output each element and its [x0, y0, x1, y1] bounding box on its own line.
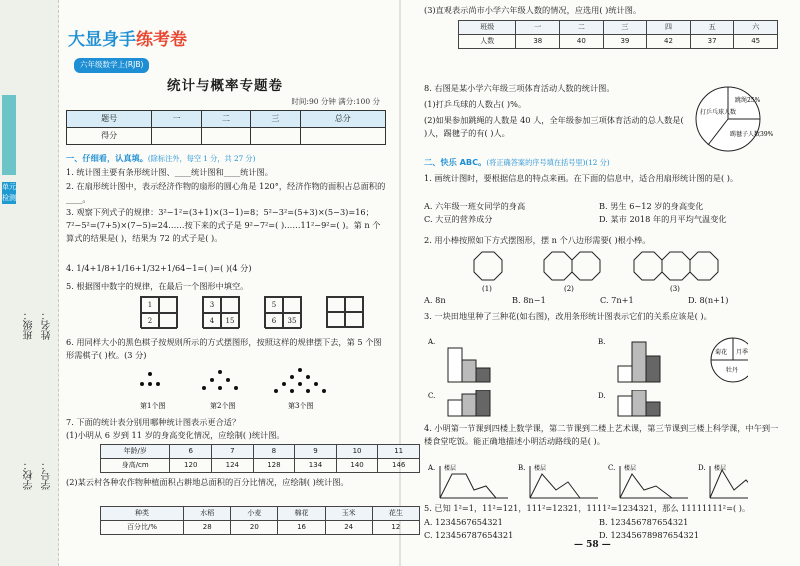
q8-pie-chart [680, 84, 800, 154]
choice-2: 2. 用小棒按照如下方式摆图形，摆 n 个八边形需要( )根小棒。 [424, 235, 651, 245]
svg-text:B.: B. [518, 464, 526, 472]
choice-3-bar-options [428, 336, 748, 390]
q5-answer-grid[interactable] [326, 296, 364, 328]
option[interactable]: B. 男生 6~12 岁的身高变化 [599, 201, 704, 211]
time-info: 时间:90 分钟 满分:100 分 [291, 97, 380, 106]
choice-5: 5. 已知 1²=1，11²=121，111²=12321，1111²=1234321，那么 11111111²=( )。 [424, 503, 751, 513]
choice-3: 3. 一块田地里种了三种花(如右图)，改用条形统计图表示它们的关系应该是( )。 [424, 311, 712, 321]
svg-text:楼层: 楼层 [714, 465, 727, 472]
option[interactable]: D. 12345678987654321 [599, 529, 700, 540]
q6-figures [120, 366, 440, 412]
score-cell[interactable] [152, 128, 201, 145]
q7a-table: 年龄/岁 6 7 8 9 10 11 身高/cm 120 124 128 134 140 146 [100, 444, 420, 473]
svg-text:C.: C. [428, 392, 436, 400]
question-7c: (3)直观表示尚市小学六年级人数的情况，应选用( )统计图。 [424, 5, 642, 15]
pie-label: 踢毽子人数39% [730, 131, 774, 138]
section2-heading: 二、快乐 ABC。(将正确答案的序号填在括号里)(12 分) [424, 157, 610, 167]
option[interactable]: D. 8(n+1) [688, 295, 729, 305]
score-header: 一 [152, 111, 201, 128]
svg-text:D.: D. [598, 392, 606, 400]
svg-text:楼层: 楼层 [534, 465, 547, 472]
page-number: — 58 — [574, 540, 611, 550]
question-3: 3. 观察下列式子的规律：3²−1²=(3+1)×(3−1)=8；5²−3²=(5+3)×(5−3)=16；7²−5²=(7+5)×(7−5)=24……按下来的式子是 9²−7²=( )……11²−9²=( )。第 n 个算式的结果是( )，结果为 72 的式子是( )。 [66, 207, 381, 243]
score-cell[interactable] [300, 128, 385, 145]
option[interactable]: B. 8n−1 [512, 295, 546, 305]
score-header: 题号 [67, 111, 152, 128]
choice-4-graphs [428, 462, 748, 502]
octagon-figures [468, 248, 788, 292]
pie-label: 打乒乓球人数 [700, 109, 737, 116]
figure-label: 第2个图 [210, 402, 236, 410]
option[interactable]: C. 大豆的营养成分 [424, 213, 493, 224]
option[interactable]: C. 7n+1 [600, 295, 634, 305]
q5-grids [140, 296, 460, 328]
svg-text:A.: A. [428, 464, 436, 472]
question-2: 2. 在扇形统计图中，表示经济作物的扇形的圆心角是 120°，经济作物的面积占总面积的____。 [66, 181, 386, 204]
page-fold [399, 0, 401, 566]
option-label: B. [598, 338, 606, 346]
question-8a: (1)打乒乓球的人数占( )%。 [424, 99, 527, 109]
question-4: 4. 1/4+1/8+1/16+1/32+1/64−1=( )=( )(4 分) [66, 263, 252, 273]
question-8b: (2)如果参加跳绳的人数是 40 人，全年级参加三项体育活动的总人数是( )人，踢毽子的有( )人。 [424, 115, 684, 138]
school-label: 学校： [24, 460, 35, 490]
q5-grid: 1 2 [140, 296, 178, 328]
svg-text:楼层: 楼层 [624, 465, 637, 472]
q7c-table: 班级 一 二 三 四 五 六 人数 38 40 39 42 37 45 [458, 20, 778, 49]
brand-logo: 大显身手练考卷 [68, 30, 187, 50]
score-header: 二 [201, 111, 250, 128]
right-page [418, 4, 790, 560]
question-7b: (2)某云村各种农作物种植面积占耕地总面积的百分比情况，应绘制( )统计图。 [66, 477, 349, 487]
svg-text:D.: D. [698, 464, 706, 472]
figure-label: (1) [482, 285, 492, 292]
score-header: 三 [251, 111, 300, 128]
question-7a: (1)小明从 6 岁到 11 岁的身高变化情况，应绘制( )统计图。 [66, 430, 285, 440]
question-7: 7. 下面的统计表分别用哪种统计图表示更合适？ [66, 417, 241, 427]
option[interactable]: B. 123456787654321 [599, 517, 689, 527]
svg-text:楼层: 楼层 [444, 465, 457, 472]
side-ribbon-label: 单元检测 [2, 183, 16, 202]
score-cell[interactable] [201, 128, 250, 145]
question-6: 6. 用同样大小的黑色棋子按规则所示的方式摆图形，按照这样的规律摆下去，第 5 个图形需棋子( )枚。(3 分) [66, 337, 382, 360]
pie-label: 跳绳25% [735, 97, 761, 104]
q5-grid: 3 4 15 [202, 296, 240, 328]
brand-subtitle: 六年级数学上(RJB) [74, 58, 149, 73]
figure-label: (2) [564, 285, 574, 292]
score-cell[interactable] [251, 128, 300, 145]
side-ribbon [2, 95, 16, 175]
option[interactable]: C. 123456787654321 [424, 529, 514, 540]
figure-label: (3) [670, 285, 680, 292]
student-id-label: 学号： [42, 460, 53, 490]
option[interactable]: A. 1234567654321 [424, 517, 503, 527]
option[interactable]: A. 六年级一班女同学的身高 [424, 201, 526, 211]
question-8: 8. 右图是某小学六年级三项体育活动人数的统计图。 [424, 83, 615, 93]
score-header: 总分 [300, 111, 385, 128]
option[interactable]: A. 8n [424, 295, 446, 305]
option-label: A. [428, 338, 436, 346]
svg-text:牡丹: 牡丹 [726, 367, 739, 374]
svg-text:月季: 月季 [736, 349, 748, 356]
page-title: 统计与概率专题卷 [167, 78, 283, 94]
choice-1: 1. 画统计图时，要根据信息的特点来画。在下面的信息中，适合用扇形统计图的是( )。 [424, 173, 739, 183]
option[interactable]: D. 某市 2018 年的月平均气温变化 [599, 213, 727, 224]
choice-2-options [424, 294, 784, 307]
q7b-table: 种类 水稻 小麦 棉花 玉米 花生 百分比/% 28 20 16 24 12 [100, 506, 420, 535]
figure-label: 第1个图 [140, 402, 166, 410]
figure-label: 第3个图 [288, 402, 314, 410]
score-table [66, 110, 386, 145]
left-page [60, 18, 406, 558]
score-row-label: 得分 [67, 128, 152, 145]
section-heading: 一、仔细看，认真填。(除标注外，每空 1 分，共 27 分) [66, 153, 256, 163]
choice-3-bar-options-cd [428, 390, 748, 418]
choice-4: 4. 小明第一节课到四楼上数学课，第二节课到二楼上艺术课，第三节课到三楼上科学课，中午到一楼食堂吃饭。能正确地描述小明活动路线的是( )。 [424, 423, 779, 446]
choice-1-options [424, 200, 784, 226]
svg-text:菊花: 菊花 [715, 349, 728, 356]
question-5: 5. 根据图中数字的规律，在最后一个图形中填空。 [66, 281, 249, 291]
q5-grid: 5 6 35 [264, 296, 302, 328]
class-label: 班级： [24, 310, 35, 340]
question-1: 1. 统计图主要有条形统计图、____统计图和____统计图。 [66, 167, 273, 177]
choice-5-options [424, 516, 784, 542]
svg-text:C.: C. [608, 464, 616, 472]
binding-margin [0, 0, 59, 566]
name-label: 姓名： [42, 310, 53, 340]
